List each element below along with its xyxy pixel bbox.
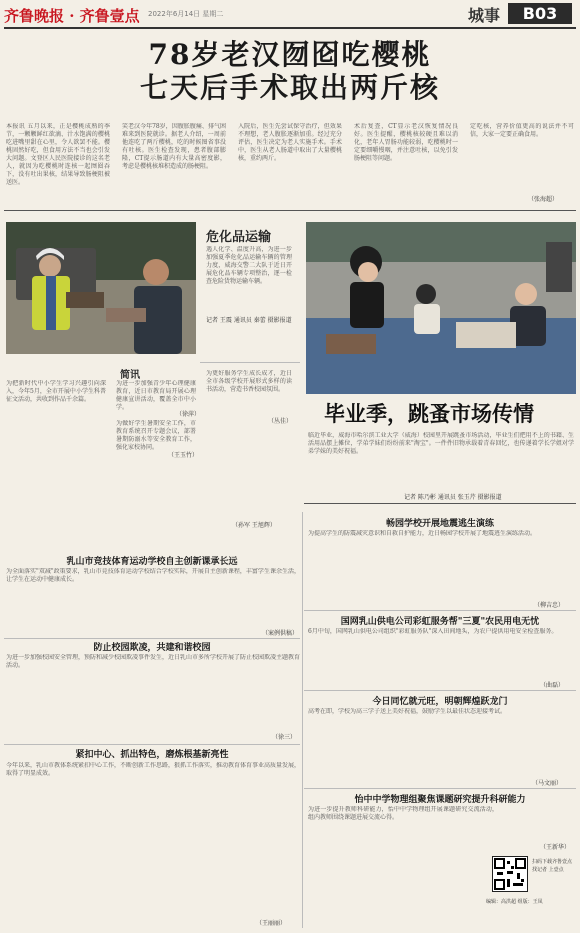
masthead-rule	[4, 27, 576, 29]
brief-item1: 为把新时代中小学生学习兴趣引向深入，今年5月，全市开展中小学生科普征文活动，共收到作品千余篇。	[6, 380, 106, 403]
center-work-byline: （王丽丽）	[256, 920, 287, 927]
market-headline: 毕业季，跳蚤市场传情	[324, 402, 534, 426]
quake-drill-byline: （柳吉忠）	[534, 602, 565, 609]
anti-bullying-headline: 防止校园欺凌，共建和谐校园	[93, 643, 211, 653]
quake-drill-headline: 畅园学校开展地震逃生演练	[385, 519, 494, 529]
transport-title: 危化品运输	[206, 230, 272, 245]
drill-school-body: 为全面落实"双减"政策要求，乳山市竞技体育运动学校结合学校实际，开展自主创新课程，丰富学生课余生活，让学生在运动中健康成长。	[6, 568, 300, 583]
transport-caption: 遇人化学、温度升高，为进一步加强夏季危化品运输车辆的管理力度，威海交警二大队于近日开展危化品车辆专项整治，逐一检查危险货物运输车辆。	[206, 246, 292, 285]
brief-item2: 为进一步加强青少年心理健康教育，近日市教育局开展心理健康宣讲活动，覆盖全市中小学。	[116, 380, 196, 410]
power-supply-byline: （曲磊）	[540, 682, 565, 689]
drill-school-headline: 乳山市竞技体育运动学校自主创新课承长远	[66, 557, 238, 567]
page-number: B03	[508, 3, 572, 24]
flea-market-photo	[306, 222, 576, 394]
exam-blessing-headline: 今日同忆就元旺，明朝辉煌跃龙门	[372, 697, 508, 707]
exam-blessing-byline: （马文丽）	[532, 780, 563, 787]
power-supply-body: 6月中旬，国网乳山供电公司组织"彩虹服务队"深入田间地头，为农户提供用电安全检查服务。	[308, 628, 558, 635]
brief-by2: （王玉竹）	[168, 452, 199, 459]
lead-body-col3: 入院后，医生先尝试保守治疗，但效果不理想，老人腹胀逐渐加重。经过充分评估，医生决定为老人实施手术。手术中，医生从老人肠道中取出了大量樱桃核，重约两斤。	[238, 123, 342, 162]
power-supply-headline: 国网乳山供电公司彩虹服务帮"三夏"农民用电无忧	[340, 617, 540, 627]
qr-code-icon[interactable]	[492, 856, 528, 892]
qr-caption: 扫码下载齐鲁壹点 找记者 上壹点	[532, 859, 573, 873]
quake-drill-body: 为提高学生的防震减灾意识和自救自护能力，近日畅园学校开展了地震逃生演练活动。	[308, 530, 537, 537]
physics-research-body: 为进一步提升教师科研能力，怡中中学物理组开展课题研究交流活动，组内教师围绕课题进展交流心得。	[308, 806, 498, 821]
drill-school-byline: （案例供稿）	[262, 630, 299, 637]
anti-bullying-byline: （徐三）	[272, 734, 297, 741]
lead-body-col1: 本报讯 五月以来，正是樱桃成熟的季节，一颗颗鲜红欲滴、汁水饱满的樱桃吃进嘴里甜在心里，令人欲罢不能。樱桃固然好吃，但食用方法不当也会引发大问题。文登区人民医院接诊的这名老人，就因为吃樱桃时连核一起囫囵吞下，没有吐出果核，结果导致肠梗阻被送医。	[6, 123, 110, 186]
exam-blessing-body: 高考在即，学校为高三学子送上美好祝福，鼓励学生以最佳状态迎接考试。	[308, 708, 507, 715]
issue-date: 2022年6月14日 星期二	[148, 10, 224, 18]
center-work-body: 今年以来，乳山市教体系统紧扣中心工作，不断创新工作思路，狠抓工作落实，推动教育体育事业高质量发展，取得了明显成效。	[6, 762, 300, 777]
physics-research-headline: 怡中中学物理组聚焦课题研究提升科研能力	[354, 795, 526, 805]
section-name: 城事	[468, 6, 501, 25]
market-body: 临近毕业，威海市哈尔滨工业大学（威海）校园里开展跳蚤市场活动，毕业生们把用不上的书籍、生活用品摆上摊位，学弟学妹们纷纷前来"淘宝"。一件件旧物承载着青春回忆，也传递着学长学姐对学弟学妹的美好祝福。	[308, 432, 574, 455]
lead-body-col5: 定吃核，营养价值更高的说法并不可信，大家一定要正确食用。	[470, 123, 574, 138]
brief-title: 简讯	[120, 370, 140, 381]
lead-body-col2: 笑老汉今年78岁，因腹胀腹痛、排气困难来到医院就诊。据老人介绍，一周前他连吃了两斤樱桃，吃的时候图省事没有吐核。医生检查发现，患者腹部膨隆，CT提示肠道内有大量高密度影，考虑是樱桃核堆积造成的肠梗阻。	[122, 123, 226, 170]
brief-by1: （徐萍）	[176, 411, 201, 418]
lead-body-col4: 术后复查，CT显示老汉恢复情况良好。医生提醒，樱桃核较硬且难以消化，老年人胃肠功能较弱，吃樱桃时一定要细嚼慢咽，并注意吐核，以免引发肠梗阻等问题。	[354, 123, 458, 162]
newspaper-logo: 齐鲁晚报 · 齐鲁壹点	[4, 7, 140, 25]
physics-research-byline: （王新华）	[540, 844, 571, 851]
editor-credits: 编辑：高洪超 组版：王凤	[486, 899, 543, 905]
center-work-headline: 紧扣中心、抓出特色，磨炼根基新亮性	[75, 750, 229, 760]
brief-by3: （孙军 王旭辉）	[232, 522, 276, 529]
lead-headline-line2: 七天后手术取出两斤核	[139, 71, 440, 104]
lead-byline: （张海超）	[528, 196, 559, 203]
transport-credit: 记者 王震 通讯员 秦蕾 摄影报道	[206, 317, 292, 324]
anti-bullying-body: 为进一步加强校园安全管理，预防和减少校园欺凌事件发生，近日乳山市多所学校开展了防止校园欺凌主题教育活动。	[6, 654, 300, 669]
brief-by4: （丛佳）	[268, 418, 293, 425]
market-credit: 记者 陈乃彬 通讯员 张玉芹 摄影报道	[404, 494, 502, 501]
lead-headline-line1: 78岁老汉囫囵吃樱桃	[148, 38, 432, 71]
traffic-police-photo	[6, 222, 196, 354]
brief-item4: 为更好服务学生成长成才，近日全市各级学校开展形式多样的读书活动，营造书香校园氛围。	[206, 370, 292, 393]
brief-item3: 为做好学生暑期安全工作，市教育系统召开专题会议，部署暑期防溺水等安全教育工作，强化家校协同。	[116, 420, 196, 450]
